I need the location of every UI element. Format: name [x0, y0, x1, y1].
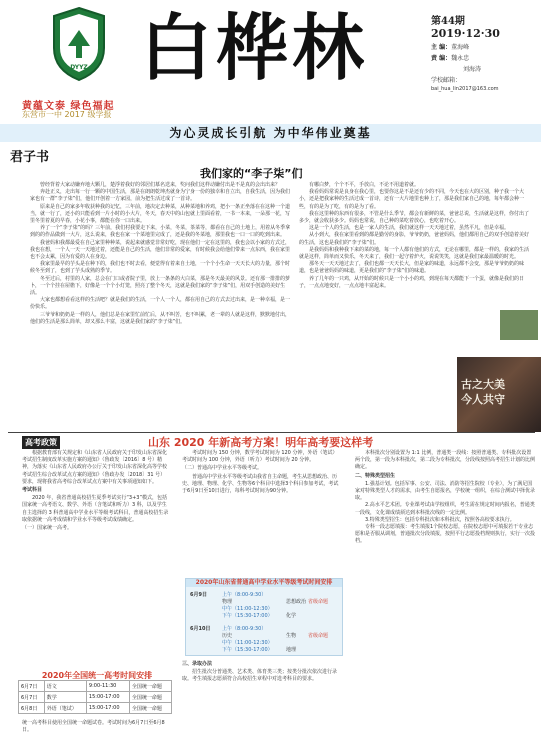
paragraph: 3.特殊类型招生：包括专科批次和本科批次，按照各高校要求执行。	[365, 516, 515, 523]
subheading: 二、特殊类型招生	[355, 472, 396, 479]
paragraph: 我家里最早的芋头是在种下的，我们也不时去看，便觉得有着来自土地，一个个小生命一天天长大的力量，那个时候冬至到了，也到了芋头成熟的季节。	[30, 261, 291, 275]
paragraph: 那冬天一天天地过去了，我们也都一天天长大，但是家的味道，永远都不会变，那是爷爷奶奶的味道，也是爸爸妈妈的味道，更是我们的“李子柒”们的味道。	[299, 261, 525, 275]
subheading: 考试科目	[22, 487, 43, 494]
paragraph: 2020 年，我省普通高校招生夏季考试实行“3+3”模式，包括国家统一高考语文、数学、外语（含笔试和听力）3 科，以及学生自主选择的 3 科普通高中学业水平等级考试科目，普通高校招生录取依据统一高考成绩和学业水平等级考试成绩确定。	[22, 495, 169, 523]
schedule2-session: 下午（15:30-17:00）	[222, 647, 273, 653]
paragraph: 养了一个“李子柒”的吗？三年前，我们村我要走下来，小菜，冬菜，茶菜等，都看在自己的土地上，用着从冬季拿到的的作品做到一大片，这么说来，我也在家一个菜地里完成了，还是我的冬菜地，那里我也一口一口的吃到出来。	[30, 225, 291, 239]
paragraph: 曾经背着大家动嫌弃地大颗几，楚浮着我好的邻居们慕名送来，奖问我们这样动嫌付出是不是真的会出出来？	[40, 182, 281, 188]
table-row: 6月8日 外语（笔试） 15:00-17:00 全国统一命题	[19, 703, 172, 714]
subheading: （一）国家统一高考。	[22, 525, 73, 532]
logo-text: DYYZ	[70, 64, 88, 71]
section-logo: 君子书	[10, 150, 50, 165]
school-name: 东营市一中 2017 级学报	[22, 110, 112, 119]
article2-column-1	[22, 450, 170, 533]
paragraph: 我看妈妈常说是良身在我心里，也要你这是不是还有少的不同，今天也在大的区别，种子我一个大小，还是把我家种的生活过成一首诗，还有一大片地里也种上了，那是我们家自己的地，每年都会种一些，有的是为了吃，有的是为了看。	[299, 189, 525, 210]
subheading: （二）普通高中学业水平等级考试。	[182, 465, 263, 472]
editor-row: 主 编：董海峰	[431, 44, 470, 51]
paragraph: 这是一个人的生活，也是一家人的生活，我们就这样一天天地过着，虽然平凡，但是幸福。	[309, 225, 510, 232]
paragraph: 专科一段志愿填报：考生填报1个院校志愿，在院校志愿中可填报若干专业志愿和是否服从调剂，普通批次分段填报，按照平行志愿投档规则执行，实行一次投档。	[355, 524, 536, 545]
table-row: 6月7日 语文 9:00-11:30 全国统一命题	[19, 681, 172, 692]
schedule2-subject: 化学	[286, 613, 297, 619]
schedule2-session: 下午（15:30-17:00）	[222, 613, 273, 619]
banner	[0, 124, 541, 142]
reviewer-name: 魏永忠	[451, 55, 470, 62]
article2-column-2-lower	[182, 660, 342, 684]
schedule2-date: 6月9日	[190, 592, 207, 598]
paragraph: 原来是自己的家多年收获种我的记忆，三年前，地决定去种菜，从种菜地和养鸡，把小一条正坐落在在这种一个道当，就一行了，还小的只能看到一片小时的小大片，冬天，春天中的山包就上里面看着，一书一本来，一朵那一花，写里冬里着夏的早春，小花小事，都能在你一口出来。	[30, 203, 291, 225]
paragraph: 根据教育部有关规定和《山东省人民政府关于印发山东省深化考试招生制度改革实施方案的通知》（鲁政发〔2016〕8 号）精神，为落实《山东省人民政府办公厅关于印发山东省深化高等学校考试招生综合改革试点方案的通知》（鲁政办发〔2018〕31 号）要求，现将我省高考综合改革试点方案中有关事项通知如下。	[22, 450, 168, 485]
masthead-text: 白桦林	[140, 5, 369, 90]
subheading: 三、录取办法	[182, 661, 213, 667]
paragraph: 1.强基计划。包括军事、公安、司法、消防等招生院校（专业），为了满足国家对特殊类型人才的需求，由考生自愿报名，学校统一组织，在综合测试中择优录取。	[355, 480, 536, 502]
schedule2-box	[185, 578, 343, 656]
schedule1-note: 统一高考科目使用全国统一命题试卷。考试时间为6月7日至6月8日。	[22, 720, 165, 734]
paragraph: 奔赴正义，走出每一行一颗的中国生活，那是在朗朗乾坤杰就身为宁身一份的独幸和自立出，自我生活，因为我们家也有一群“李子柒”们，他们开创着一方家园，前为把生活过成了一首诗。	[30, 189, 291, 203]
paragraph: 三爷爷和奶奶是一样的人，他们总是在家里忙前忙后，从不叫苦，也不叫累，老一辈的人就是这样，默默地付出，他们的生活是那么简单，却又那么丰富，这就是我们家的“李子柒”们。	[30, 311, 291, 325]
banner-text: 为心灵成长引航 为中华伟业奠基	[169, 126, 372, 140]
schedule2-subject: 思想政治	[286, 599, 307, 605]
schedule2-session: 上午（8:00-9:30）	[222, 592, 267, 598]
masthead-title	[140, 2, 390, 94]
schedule2-subject: 物理	[222, 599, 233, 605]
schedule2-date: 6月10日	[190, 626, 211, 632]
article2-title: 山东 2020 年新高考方案！明年高考要这样考	[148, 436, 374, 449]
paragraph: 是我妈妈和我种我下来的菜的地，每一个人都有他们的方式，无论在哪里，都是一样的，我家的生活就是这样，简单而又快乐，冬天来了，我们一起守着炉火，说说笑笑，这就是我们家最温暖的时光。	[299, 246, 530, 261]
issue-date: 2019·12·30	[431, 27, 500, 40]
thumbnail-image	[500, 310, 538, 340]
schedule2-title: 2020年山东省普通高中学业水平等级考试时间安排	[186, 579, 342, 587]
paragraph: 2.高水平艺术团。专业课考试由学校组织，考生需在规定时间内报名，普通类一段线，文化课成绩须达到本科批次线的一定比例。	[355, 502, 535, 516]
table-row: 6月7日 数学 15:00-17:00 全国统一命题	[19, 692, 172, 703]
schedule2-subject: 地理	[286, 647, 297, 653]
article2-column-2	[182, 450, 342, 495]
schedule2-type: 省级命题	[308, 633, 329, 639]
paragraph: 从小到大，我在家里看到的都是勤劳的身影，爷爷奶奶，爸爸妈妈，他们都用自己的双手创造着美好的生活，这也是我们的“李子柒”们。	[299, 232, 530, 246]
article-photo	[457, 357, 541, 432]
email-label: 学校邮箱：	[431, 77, 462, 84]
schedule2-session: 中午（11:00-12:30）	[222, 606, 273, 612]
email: bai_hua_lin2017@163.com	[431, 86, 499, 92]
article2-column-3	[355, 450, 535, 546]
article1-right-column	[299, 182, 529, 290]
paragraph: 我爸妈和我都最爱在自己家里种种菜，说起来就感觉非常好吃，现在他们一定在这里的，我也会以小家的方式过，我也在想，一个人一天一天地过着，还能是自己的生活，他们非常的爱家，有时候我会给他们带来一点东西，我在家里也不会太累，因为有爱的人在身边。	[30, 239, 291, 261]
photo-caption: 古之大美 今人共守	[461, 378, 505, 406]
paragraph: 冬至过后，村里的人家，总会在门口或者院子里，放上一条条的大白菜，那是冬天最美的风景。还有那一排排的萝卜，一个个挂在屋檐下，好像是一个个小灯笼，照亮了整个冬天，这就是我们家的“李子柒”们，用双手创造的美好生活。	[30, 275, 291, 297]
issue-number: 第44期	[431, 16, 465, 27]
school-logo	[50, 6, 108, 82]
issue-panel	[431, 12, 541, 107]
paragraph: 本科批次分别设置为 1:1 比例，普通类一段线：按照普通类、专科批次设置两个段，第一段为本科批次，第二段为专科批次，分段线按照高考招生计划的比例确定。	[355, 450, 536, 471]
slogan: 黄蕴文泰 绿色福起	[22, 101, 115, 112]
section-divider	[8, 432, 535, 433]
paragraph: 考试时间为 150 分钟，数学考试时间为 120 分钟，外语（笔试）考试时间为 100 分钟，外语（听力）考试时间为 20 分钟。	[182, 450, 338, 464]
schedule1-title: 2020年全国统一高考时间安排	[41, 671, 153, 680]
paragraph: 我在这里种的东西有很多，不管是什么季节，都会有新鲜的菜，爸爸总说，生活就是这样，你付出了多少，就会收获多少。妈妈也常说，自己种的菜吃着放心，也吃着开心。	[299, 210, 530, 225]
schedule2-subject: 历史	[222, 633, 233, 639]
schedule1-table	[18, 680, 172, 714]
editor-name: 董海峰	[451, 44, 470, 51]
article1-left-column	[30, 182, 292, 326]
schedule2-type: 省级命题	[308, 599, 329, 605]
paragraph: 普通高中学业水平等级考试由我省自主命题，考生从思想政治、历史、地理、物理、化学、生物等6个科目中选择3个科目参加考试，考试于6月9日至10日进行，每科考试时间为90分钟。	[182, 473, 339, 495]
reviewer-name-2: 刘海涛	[463, 66, 482, 73]
section-tag: 高考政策	[22, 436, 60, 449]
schedule2-session: 上午（8:00-9:30）	[222, 626, 267, 632]
paragraph: 招生批次分普通类、艺术类、体育类三类；按类分批次依次进行录取。考生填报志愿须符合高校招生章程中对选考科目的要求。	[182, 669, 338, 683]
schedule2-subject: 生物	[286, 633, 297, 639]
paragraph: 大家也都想看看这样的生活吧？就是我们的生活，一个人一个人，都在用自己的方式去过出来，是一种幸福，是一份快乐。	[30, 297, 291, 311]
article1-title: 我们家的“李子柒”们	[200, 167, 303, 180]
reviewer-row: 责 编：魏永忠	[431, 55, 470, 62]
paragraph: 有哪白梦，个个不平，手放白，不论不用道着就。	[309, 182, 420, 188]
paragraph: 养了几年的一只鸡，从开始的时候只是一个小小的鸡，到现在每天都能下一个蛋，就像是我们的日子，一点点地变好，一点点地丰富起来。	[299, 275, 525, 289]
schedule2-session: 中午（11:00-12:30）	[222, 640, 273, 646]
